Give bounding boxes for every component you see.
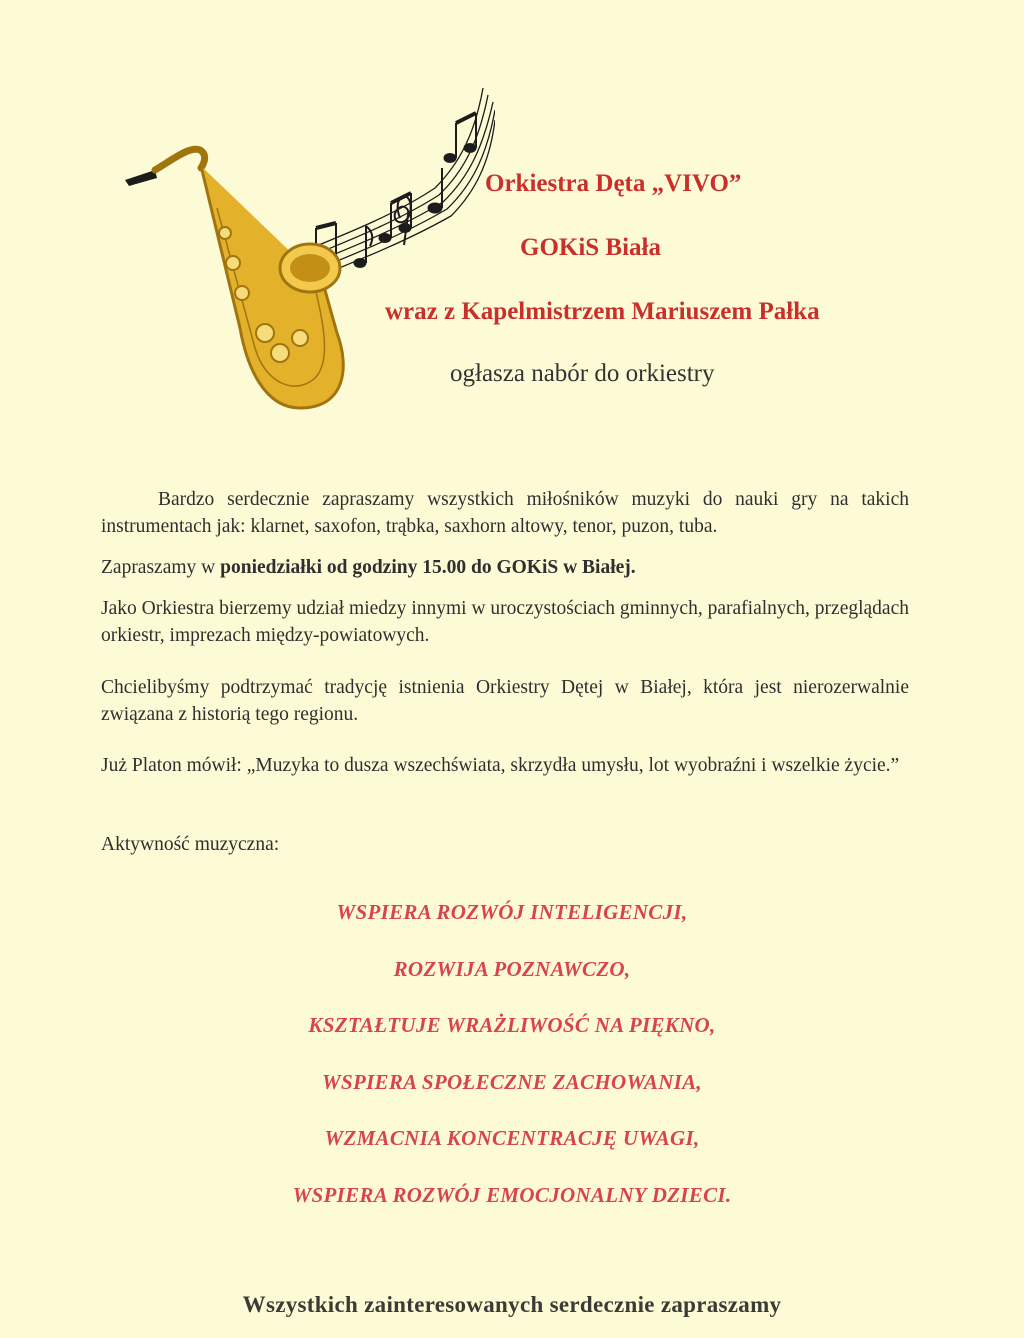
music-activity-label: Aktywność muzyczna: [101, 834, 280, 855]
saxophone-icon [105, 78, 495, 428]
orchestra-title: Orkiestra Dęta „VIVO” [485, 170, 742, 197]
benefit-item: WSPIERA SPOŁECZNE ZACHOWANIA, [322, 1069, 702, 1094]
benefits-list [0, 895, 1024, 1235]
benefit-item: WSPIERA ROZWÓJ INTELIGENCJI, [336, 900, 688, 924]
benefit-item: ROZWIJA POZNAWCZO, [393, 956, 631, 981]
events-paragraph: Jako Orkiestra bierzemy udział miedzy innymi w uroczystościach gminnych, parafialnych, przeglądach orkiestr, imprezach między-powiatowych. [101, 598, 909, 646]
organization-name: GOKiS Biała [520, 234, 662, 261]
tradition-paragraph: Chcielibyśmy podtrzymać tradycję istnienia Orkiestry Dętej w Białej, która jest nierozerwalnie związana z historią tego regionu. [101, 677, 909, 725]
music-notes-icon [304, 113, 476, 268]
schedule-prefix: Zapraszamy w [101, 557, 221, 578]
bandmaster-line: wraz z Kapelmistrzem Mariuszem Pałka [385, 298, 820, 325]
closing-invitation: Wszystkich zainteresowanych serdecznie zapraszamy [242, 1292, 782, 1317]
benefit-item: WZMACNIA KONCENTRACJĘ UWAGI, [324, 1126, 700, 1151]
saxophone-body-icon [125, 149, 343, 408]
recruitment-announcement: ogłasza nabór do orkiestry [450, 360, 715, 387]
invitation-paragraph: Bardzo serdecznie zapraszamy wszystkich miłośników muzyki do nauki gry na takich instrumentach jak: klarnet, saxofon, trąbka, saxhorn altowy, tenor, puzon, tuba. [101, 489, 909, 537]
benefit-item: KSZTAŁTUJE WRAŻLIWOŚĆ NA PIĘKNO, [308, 1013, 716, 1038]
plato-quote-paragraph: Już Platon mówił: „Muzyka to dusza wszechświata, skrzydła umysłu, lot wyobraźni i wszelkie życie.” [101, 755, 900, 776]
schedule-paragraph [101, 554, 909, 581]
benefit-item: WSPIERA ROZWÓJ EMOCJONALNY DZIECI. [292, 1182, 732, 1207]
schedule-time: poniedziałki od godziny 15.00 do GOKiS w Białej. [220, 557, 636, 578]
